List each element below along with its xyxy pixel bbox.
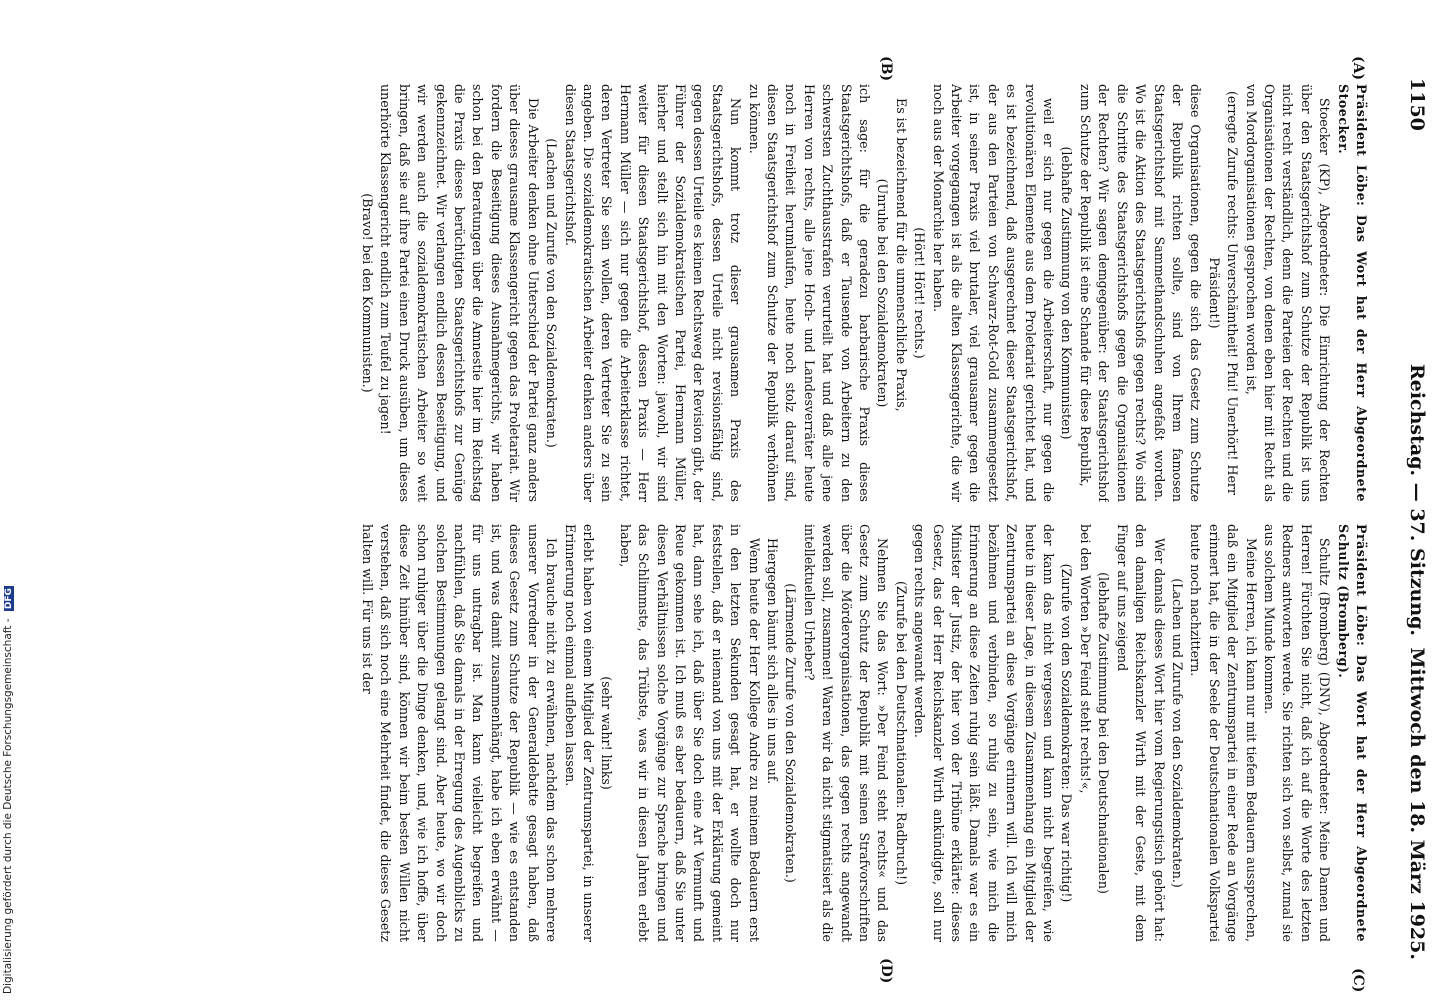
paragraph: Die Arbeiter denken ohne Unterschied der Partei ganz anders über dieses grausame Klassengericht gegen das Proletariat. Wir fordern die Beseitigung dieses Ausnahmegerichts, wir haben schon bei den Beratungen über die Amnestie hier im Reichstag die Praxis dieses berüchtigten Staatsgerichtshofs zur Genüge gekennzeichnet. Wir verlangen endlich dessen Beseitigung, und wir werden auch die sozialdemokratischen Arbeiter so weit bringen, daß sie auf ihre Partei einen Druck ausüben, um dieses unerhörte Klassengericht endlich zum Teufel zu jagen! xyxy=(378,84,541,502)
interjection: (Zurufe bei den Deutschnationalen: Radbruch!) xyxy=(893,581,909,885)
session-date: Mittwoch den 18. März 1925. xyxy=(1406,647,1428,960)
interjection: (erregte Zurufe rechts: Unverschämtheit! Pfui! Unerhört! Herr Präsident!) xyxy=(1206,91,1241,495)
interjection: (lebhafte Zustimmung von den Kommunisten) xyxy=(1059,146,1075,440)
paragraph: Wer damals dieses Wort hier vom Regierungstisch gehört hat: den damaligen Reichskanzler Wirth mit der Geste, mit dem Finger auf uns zeigend xyxy=(1114,524,1167,942)
interjection: (Hört! Hört! rechts.) xyxy=(912,227,928,359)
interjection: (Lachen und Zurufe von den Sozialdemokraten.) xyxy=(1169,578,1185,888)
paragraph: erlebt haben von einem Mitglied der Zentrumspartei, in unserer Erinnerung noch einmal aufleben lassen. xyxy=(562,524,596,942)
margin-mark-c: (C) xyxy=(1350,968,1366,993)
page-header xyxy=(1394,0,1428,1000)
paragraph: Präsident Löbe: Das Wort hat der Herr Abgeordnete Stoecker. xyxy=(1335,84,1369,502)
interjection: (Bravo! bei den Kommunisten.) xyxy=(360,193,376,393)
interjection: (Zurufe von den Sozialdemokraten: Das war richtig!) xyxy=(1059,563,1075,903)
paragraph: Es ist bezeichnend für die unmenschliche Praxis, xyxy=(893,98,909,412)
interjection: (Unruhe bei den Sozialdemokraten) xyxy=(875,178,891,408)
rotated-page-content xyxy=(204,0,1434,1000)
paragraph: Ich brauche nicht zu erwähnen, nachdem das schon mehrere unserer Vorredner in der Generaldebatte gesagt haben, daß dieses Gesetz zum Schutze der Republik — wie es entstanden ist, und was damit zusammenhängt, habe ich eben erwähnt — für uns untragbar ist. Man kann vielleicht begreifen und nachfühlen, daß Sie damals in der Erregung des Augenblicks zu solchen Bestimmungen gelangt sind. Aber heute, wo wir doch schon ruhiger über die Dinge denken, und, wie ich hoffe, über diese Zeit hinüber sind, können wir beim besten Willen nicht verstehen, daß sich noch eine Mehrheit findet, die dieses Gesetz halten will. Für uns ist der xyxy=(360,524,560,942)
margin-mark-d: (D) xyxy=(878,958,894,984)
paragraph: ich sage: für die geradezu barbarische Praxis dieses Staatsgerichtshofs, daß er Tausende von Arbeitern zu den schwersten Zuchthausstrafen verurteilt hat und daß alle jene Herren von rechts, alle jene Hoch- und Landesverräter heute noch in Freiheit herumlaufen, heute noch stolz darauf sind, diesen Staatsgerichtshof zum Schutze der Republik verhöhnen zu können. xyxy=(746,84,873,502)
session-title: Reichstag. — 37. Sitzung. xyxy=(1406,363,1428,637)
paragraph: Nun kommt trotz dieser grausamen Praxis des Staatsgerichtshofs, dessen Urteile nicht revisionsfähig sind, gegen dessen Urteile es keinen Rechtsweg der Revision gibt, der Führer der Sozialdemokratischen Partei, Hermann Müller, hierher und stellt sich hin mit den Worten: jawohl, wir sind weiter für diesen Staatsgerichtshof, dessen Praxis — Herr Hermann Müller — sich nur gegen die Arbeiterklasse richtet, deren Vertreter Sie sein wollen, deren Vertreter Sie zu sein angeben. Die sozialdemokratischen Arbeiter denken anders über diesen Staatsgerichtshof. xyxy=(562,84,744,502)
paragraph: diese Organisationen, gegen die sich das Gesetz zum Schutze der Republik richten sollte, sind von Ihrem famosen Staatsgerichtshof mit Sammethandschuhen angefaßt worden. Wo ist die Aktion des Staatsgerichtshofs gegen rechts? Wo sind die Schritte des Staatsgerichtshofs gegen die Organisationen der Rechten? Wir sagen demgegenüber: der Staatsgerichtshof zum Schutze der Republik ist eine Schande für diese Republik, xyxy=(1077,84,1204,502)
dfg-logo: DFG xyxy=(4,588,14,610)
interjection: (Lärmende Zurufe von den Sozialdemokraten.) xyxy=(783,583,799,883)
interjection: (Lachen und Zurufe von den Sozialdemokraten.) xyxy=(544,138,560,448)
margin-mark-a: (A) xyxy=(1350,56,1366,81)
paragraph: Wenn heute der Herr Kollege Andre zu meinem Bedauern erst in den letzten Sekunden gesagt hat, er wollte doch nur feststellen, daß er niemand von uns mit der Erklärung gemeint hat, dann sehe ich, daß über Sie doch eine Art Vermunft und Reue gekommen ist. Ich muß es aber bedauern, daß Sie unter diesen Verhältnissen solche Vorgänge zur Sprache bringen und das Schlimmste, das Trübste, was wir in diesen Jahren erlebt haben, xyxy=(617,524,762,942)
paragraph: bei den Worten »Der Feind steht rechts!«, xyxy=(1077,524,1093,794)
paragraph: Hiergegen bäumt sich alles in uns auf. xyxy=(765,538,780,785)
credit-text: Digitalisierung gefördert durch die Deutsche Forschungsgemeinschaft - xyxy=(2,618,14,994)
interjection: (lebhafte Zustimmung bei den Deutschnationalen) xyxy=(1096,572,1112,894)
paragraph: weil er sich nur gegen die Arbeiterschaft, nur gegen die revolutionären Elemente aus dem Proletariat gerichtet hat, und es ist bezeichnend, daß ausgerechnet dieser Staatsgerichtshof, der aus den Parteien von Schwarz-Rot-Gold zusammengesetzt ist, in seiner Praxis viel brutaler, viel grausamer gegen die Arbeiter vorgegangen ist als die alten Klassengerichte, die wir noch aus der Monarchie her haben. xyxy=(930,84,1057,502)
paragraph: Präsident Löbe: Das Wort hat der Herr Abgeordnete Schultz (Bromberg). xyxy=(1335,524,1369,942)
interjection: (sehr wahr! links) xyxy=(599,676,615,790)
page-number: 1150 xyxy=(1406,78,1428,131)
margin-mark-b: (B) xyxy=(878,56,894,82)
paragraph: Nehmen Sie das Wort: »Der Feind steht rechts« und das Gesetz zum Schutz der Republik mit seinen Strafvorschriften über die Mörderorganisationen, das gegen rechts angewandt werden soll, zusammen! Waren wir da nicht stigmatisiert als die intellektuellen Urheber? xyxy=(801,524,891,942)
paragraph: Stoecker (KP), Abgeordneter: Die Einrichtung der Rechten über den Staatsgerichtshof zum Schutze der Republik ist uns nicht recht verständlich, denn die Parteien der Rechten und die Organisationen der Rechten, von denen eben hier mit Recht als von Mordorganisationen gesprochen worden ist, xyxy=(1243,84,1333,502)
left-text-column xyxy=(220,84,1370,502)
right-text-column xyxy=(220,524,1370,942)
paragraph: Schultz (Bromberg) (DNV), Abgeordneter: Meine Damen und Herren! Fürchten Sie nicht, daß ich auf die Worte des letzten Redners antworten werde. Sie richten sich von selbst, zumal sie aus solchem Munde kommen. xyxy=(1261,524,1333,942)
paragraph: der kann das nicht vergessen und kann nicht begreifen, wie heute in dieser Lage, in diesem Zusammenhang ein Mitglied der Zentrumspartei an diese Vorgänge erinnern will. Ich will mich bezähmen und verbinden, so ruhig zu sein, wie mich die Erinnerung an diese Zeiten ruhig sein läßt. Damals war es ein Minister der Justiz, der hier von der Tribüne erklärte: dieses Gesetz, das der Herr Reichskanzler Wirth ankündigte, soll nur gegen rechts angewandt werden. xyxy=(912,524,1057,942)
paragraph: Meine Herren, ich kann nur mit tiefem Bedauern aussprechen, daß ein Mitglied der Zentrumspartei in einer Rede an Vorgänge erinnert hat, die in der Seele der Deutschnationalen Volkspartei heute noch nachzittern. xyxy=(1188,524,1259,942)
